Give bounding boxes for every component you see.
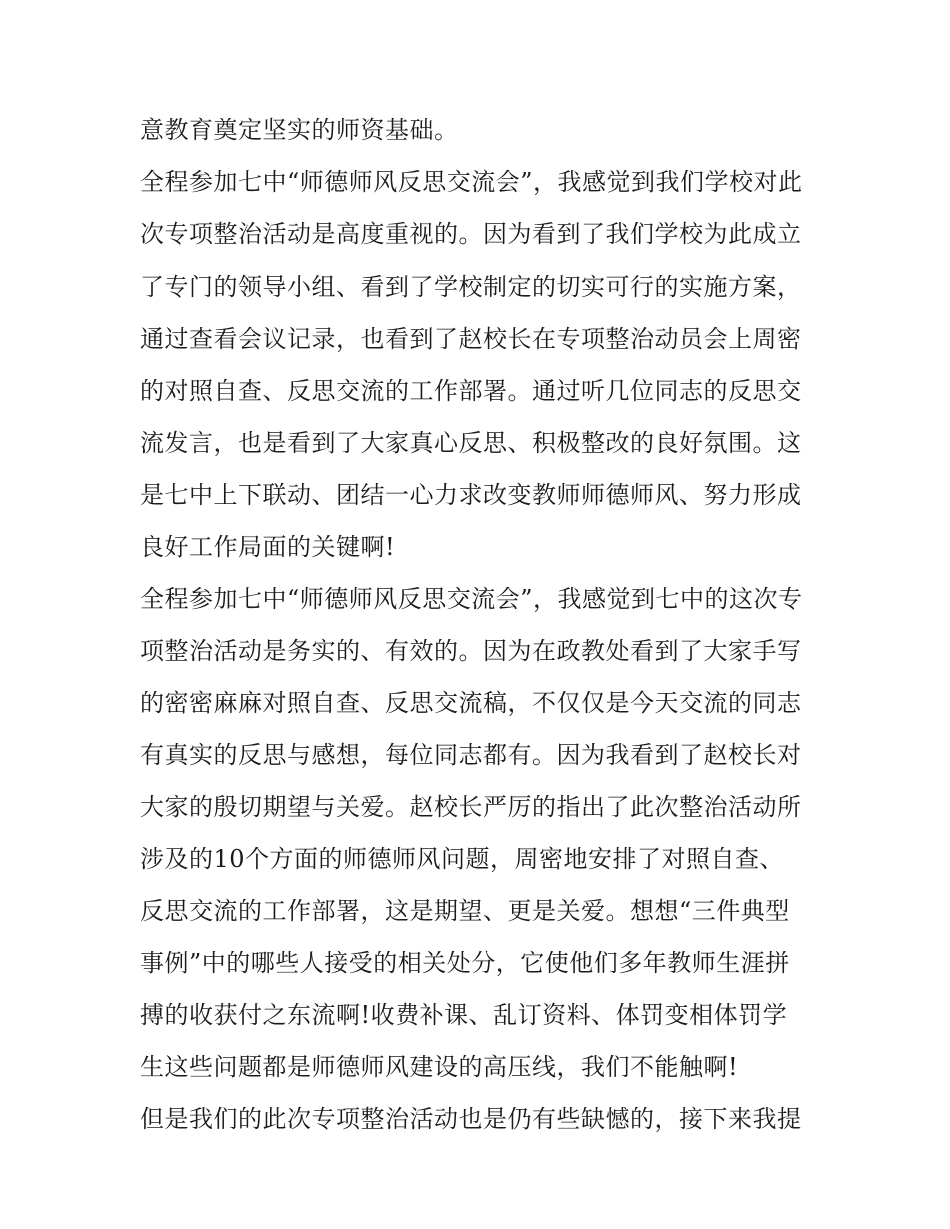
text-line: 的对照自查、反思交流的工作部署。通过听几位同志的反思交 (140, 377, 802, 405)
text-line: 搏的收获付之东流啊!收费补课、乱订资料、体罚变相体罚学 (140, 1001, 788, 1029)
text-line: 良好工作局面的关键啊! (140, 533, 396, 561)
text-line: 意教育奠定坚实的师资基础。 (140, 116, 459, 144)
text-line: 是七中上下联动、团结一心力求改变教师师德师风、努力形成 (140, 481, 802, 509)
text-line: 大家的殷切期望与关爱。赵校长严厉的指出了此次整治活动所 (140, 793, 802, 821)
text-line: 流发言，也是看到了大家真心反思、积极整改的良好氛围。这 (140, 429, 802, 457)
text-line: 全程参加七中“师德师风反思交流会”，我感觉到我们学校对此 (140, 168, 803, 196)
text-line: 反思交流的工作部署，这是期望、更是关爱。想想“三件典型 (140, 897, 790, 925)
text-line: 涉及的10个方面的师德师风问题，周密地安排了对照自查、 (140, 845, 785, 873)
text-line: 有真实的反思与感想，每位同志都有。因为我看到了赵校长对 (140, 741, 802, 769)
text-line: 项整治活动是务实的、有效的。因为在政教处看到了大家手写 (140, 637, 802, 665)
text-line: 生这些问题都是师德师风建设的高压线，我们不能触啊! (140, 1053, 739, 1081)
text-line: 通过查看会议记录，也看到了赵校长在专项整治动员会上周密 (140, 325, 802, 353)
text-line: 事例”中的哪些人接受的相关处分，它使他们多年教师生涯拼 (140, 949, 790, 977)
text-line: 的密密麻麻对照自查、反思交流稿，不仅仅是今天交流的同志 (140, 689, 802, 717)
text-line: 了专门的领导小组、看到了学校制定的切实可行的实施方案， (140, 273, 802, 301)
text-line: 但是我们的此次专项整治活动也是仍有些缺憾的，接下来我提 (140, 1105, 802, 1133)
text-line: 全程参加七中“师德师风反思交流会”，我感觉到七中的这次专 (140, 585, 803, 613)
text-line: 次专项整治活动是高度重视的。因为看到了我们学校为此成立 (140, 220, 802, 248)
